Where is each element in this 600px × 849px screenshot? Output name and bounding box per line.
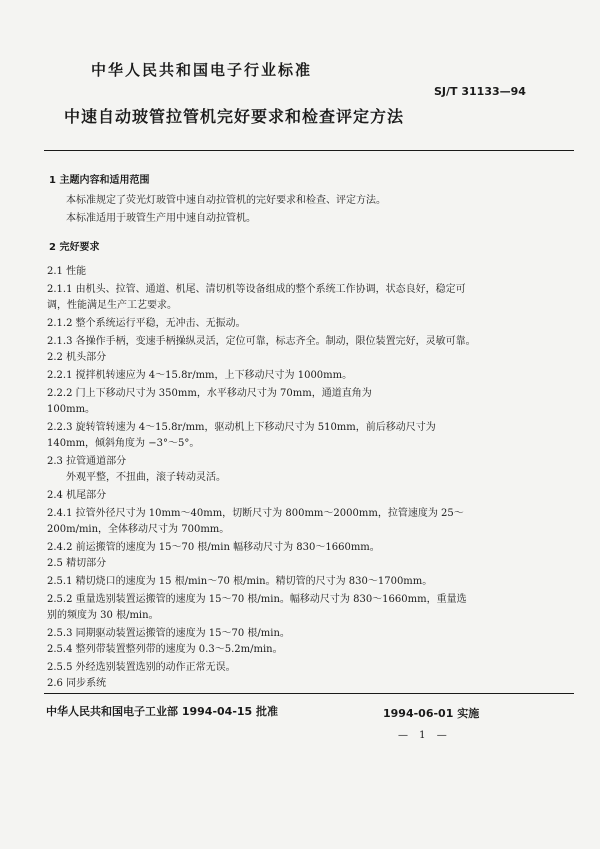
text-line: 2.4.2 前运搬管的速度为 15～70 根/min 幅移动尺寸为 830～1660mm。 xyxy=(47,542,380,553)
section-2-heading: 2 完好要求 xyxy=(49,242,100,253)
footer-divider xyxy=(44,693,574,694)
text-line: 调，性能满足生产工艺要求。 xyxy=(47,300,177,311)
effective-date: 1994-06-01 实施 xyxy=(383,707,480,720)
text-line: 140mm，倾斜角度为 −3°～5°。 xyxy=(47,438,200,449)
issuing-authority: 中华人民共和国电子行业标准 xyxy=(91,61,313,79)
text-line: 2.2.1 搅拌机转速应为 4～15.8r/mm，上下移动尺寸为 1000mm。 xyxy=(47,370,353,381)
text-line: 2.1.2 整个系统运行平稳，无冲击、无振动。 xyxy=(47,318,246,329)
text-line: 2.5.1 精切烧口的速度为 15 根/min～70 根/min。精切管的尺寸为 830～1700mm。 xyxy=(47,576,433,587)
text-line: 2.6 同步系统 xyxy=(47,678,107,689)
text-line: 200m/min，全体移动尺寸为 700mm。 xyxy=(47,524,230,535)
text-line: 2.2.2 门上下移动尺寸为 350mm，水平移动尺寸为 70mm，通道直角为 xyxy=(47,388,372,399)
text-line: 别的频度为 30 根/min。 xyxy=(47,610,159,621)
text-line: 2.5 精切部分 xyxy=(47,558,107,569)
text-line: 2.2.3 旋转管转速为 4～15.8r/mm，驱动机上下移动尺寸为 510mm，前后移动尺寸为 xyxy=(47,422,436,433)
text-line: 2.5.5 外经选别装置选别的动作正常无误。 xyxy=(47,662,236,673)
section-1-heading: 1 主题内容和适用范围 xyxy=(49,175,150,186)
top-divider xyxy=(44,150,574,151)
text-line: 2.5.3 同期驱动装置运搬管的速度为 15～70 根/min。 xyxy=(47,628,290,639)
text-line: 100mm。 xyxy=(47,404,96,415)
approval-line: 中华人民共和国电子工业部 1994-04-15 批准 xyxy=(46,705,279,718)
text-line: 2.5.2 重量选别装置运搬管的速度为 15～70 根/min。幅移动尺寸为 830～1660mm，重量选 xyxy=(47,594,467,605)
text-line: 2.5.4 整列带装置整列带的速度为 0.3～5.2m/min。 xyxy=(47,644,283,655)
document-title: 中速自动玻管拉管机完好要求和检查评定方法 xyxy=(64,107,405,126)
text-line: 2.2 机头部分 xyxy=(47,352,107,363)
page-number: — 1 — xyxy=(398,730,451,741)
text-line: 2.1 性能 xyxy=(47,266,87,277)
text-line: 外观平整，不扭曲，滚子转动灵活。 xyxy=(66,472,226,483)
text-line: 2.4 机尾部分 xyxy=(47,490,107,501)
text-line: 2.3 拉管通道部分 xyxy=(47,456,127,467)
text-line: 2.1.1 由机头、拉管、通道、机尾、清切机等设备组成的整个系统工作协调，状态良好，稳定可 xyxy=(47,284,466,295)
section-1-paragraph: 本标准规定了荧光灯玻管中速自动拉管机的完好要求和检查、评定方法。 xyxy=(66,195,386,206)
section-1-paragraph: 本标准适用于玻管生产用中速自动拉管机。 xyxy=(66,213,256,224)
text-line: 2.1.3 各操作手柄，变速手柄操纵灵活，定位可靠，标志齐全。制动，限位装置完好，灵敏可靠。 xyxy=(47,336,476,347)
text-line: 2.4.1 拉管外径尺寸为 10mm～40mm，切断尺寸为 800mm～2000mm，拉管速度为 25～ xyxy=(47,508,464,519)
standard-code: SJ/T 31133—94 xyxy=(434,85,526,98)
